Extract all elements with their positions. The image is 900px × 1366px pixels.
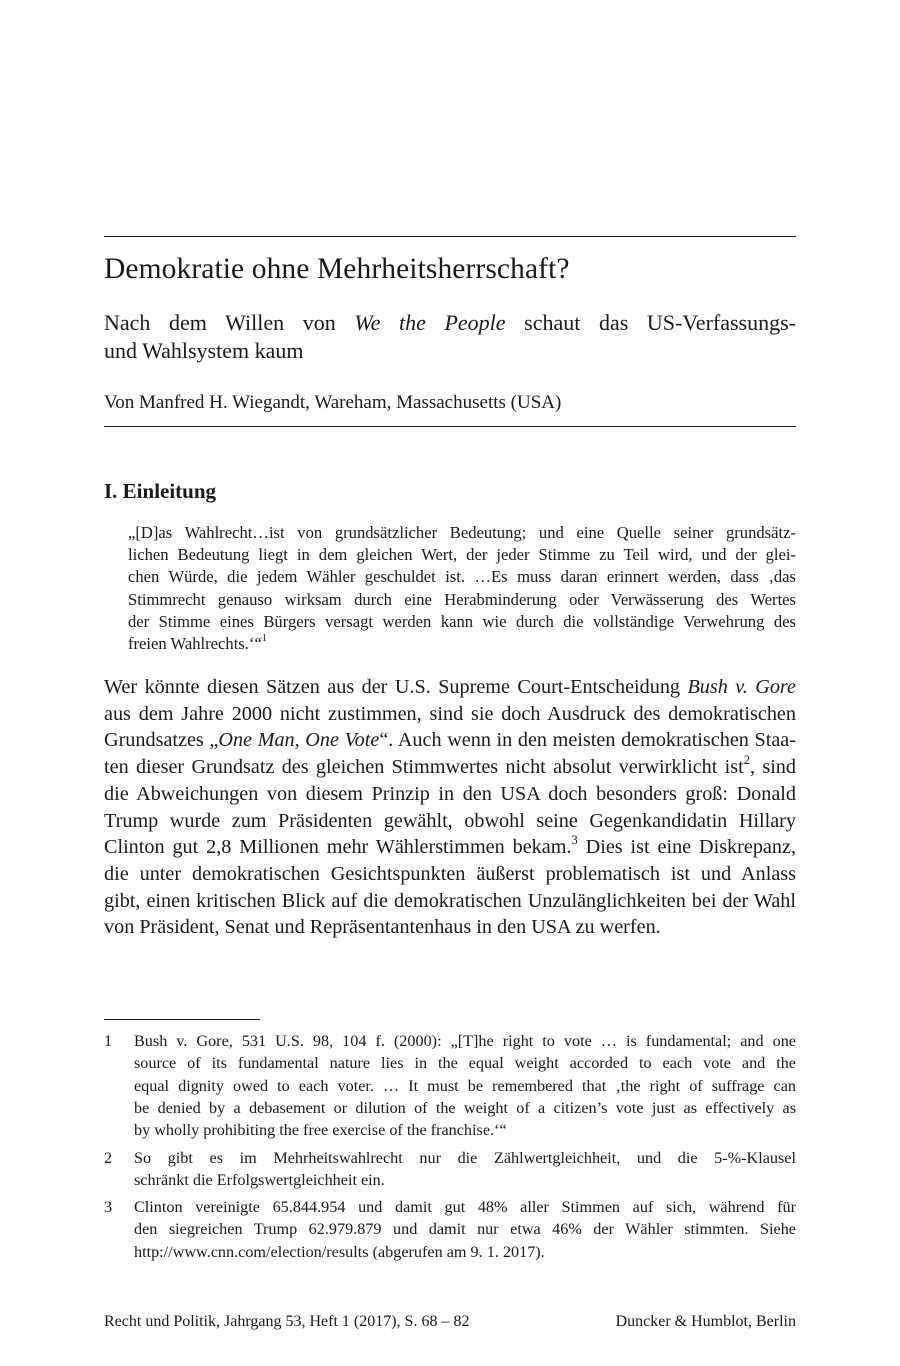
- body-line: gibt, einen kritischen Blick auf die demokratischen Unzulänglichkeiten bei der Wahl: [104, 889, 796, 912]
- body-line: die Abweichungen von diesem Prinzip in den USA doch besonders groß: Donald: [104, 782, 796, 805]
- body-line: Wer könnte diesen Sätzen aus der U.S. Supreme Court-Entscheidung Bush v. Gore: [104, 676, 796, 698]
- article-subtitle: [104, 309, 796, 365]
- case-name: Bush v. Gore: [687, 676, 796, 698]
- quote-line: chen Würde, die jedem Wähler geschuldet ist. …Es muss daran erinnert werden, dass ‚das: [128, 567, 796, 587]
- quote-line: lichen Bedeutung liegt in dem gleichen Wert, der jeder Stimme zu Teil wird, und der glei-: [128, 545, 796, 565]
- epigraph-quote: [128, 522, 796, 655]
- body-paragraph: [104, 674, 796, 941]
- article-title: Demokratie ohne Mehrheitsherrschaft?: [104, 253, 570, 285]
- section-heading: I. Einleitung: [104, 479, 217, 503]
- footnote-separator: [104, 1019, 260, 1020]
- body-line: ten dieser Grundsatz des gleichen Stimmwertes nicht absolut verwirklicht ist$^2$, sind: [104, 753, 796, 779]
- footnote-ref-1[interactable]: 1: [261, 633, 267, 645]
- footnote-3: [104, 1196, 796, 1263]
- footnote-link-line[interactable]: http://www.cnn.com/election/results (abgerufen am 9. 1. 2017).: [134, 1242, 545, 1261]
- journal-citation: Recht und Politik, Jahrgang 53, Heft 1 (2017), S. 68 – 82: [104, 1313, 470, 1330]
- footnote-1: [104, 1030, 796, 1141]
- publisher-name: Duncker & Humblot, Berlin: [615, 1313, 796, 1330]
- principle-phrase: One Man, One Vote: [218, 729, 380, 752]
- footnote-number: 2: [104, 1149, 113, 1167]
- footnote-line: den siegreichen Trump 62.979.879 und damit nur etwa 46% der Wähler stimmten. Siehe: [134, 1220, 796, 1239]
- footnote-line: by wholly prohibiting the free exercise of the franchise.‘“: [134, 1121, 507, 1140]
- subtitle-line-1: Nach dem Willen von We the People schaut das US-Verfassungs-: [104, 310, 797, 335]
- footnote-line: Clinton vereinigte 65.844.954 und damit gut 48% aller Stimmen auf sich, während für: [134, 1198, 796, 1216]
- header-bottom-rule: [104, 426, 796, 427]
- quote-line: „[D]as Wahlrecht…ist von grundsätzlicher Bedeutung; und eine Quelle seiner grundsätz-: [128, 523, 796, 542]
- footnote-ref-2[interactable]: 2: [743, 753, 750, 768]
- quote-line-last: freien Wahlrechts.‘“$^1$: [128, 633, 267, 654]
- body-line: von Präsident, Senat und Repräsentantenhaus in den USA zu werfen.: [104, 916, 661, 939]
- footnote-text: [134, 1147, 796, 1192]
- footnote-line: source of its fundamental nature lies in the equal weight accorded to each vote and the: [134, 1054, 796, 1073]
- footnote-number: 1: [104, 1032, 113, 1050]
- body-line: Clinton gut 2,8 Millionen mehr Wählerstimmen bekam.$^3$ Dies ist eine Diskrepanz,: [104, 833, 796, 859]
- footnote-2: [104, 1147, 796, 1192]
- subtitle-line-2: und Wahlsystem kaum: [104, 338, 304, 363]
- body-line: die unter demokratischen Gesichtspunkten äußerst problematisch ist und Anlass: [104, 862, 796, 885]
- footnote-line: Bush v. Gore, 531 U.S. 98, 104 f. (2000): „[T]he right to vote … is fundamental; and one: [134, 1032, 796, 1050]
- quote-line: der Stimme eines Bürgers versagt werden kann wie durch die vollständige Verwehrung des: [128, 611, 796, 631]
- footnote-text: [134, 1196, 796, 1263]
- footnote-line: schränkt die Erfolgswertgleichheit ein.: [134, 1171, 385, 1190]
- quote-line: Stimmrecht genauso wirksam durch eine Herabminderung oder Verwässerung des Wertes: [128, 589, 796, 609]
- footnote-line: So gibt es im Mehrheitswahlrecht nur die Zählwertgleichheit, und die 5-%-Klausel: [134, 1149, 796, 1167]
- subtitle-italic-phrase: We the People: [354, 310, 506, 335]
- footnote-text: [134, 1030, 796, 1141]
- footnote-line: equal dignity owed to each voter. … It must be remembered that ‚the right of suffrage can: [134, 1076, 796, 1095]
- footnote-line: be denied by a debasement or dilution of the weight of a citizen’s vote just as effectively as: [134, 1098, 796, 1117]
- body-line: aus dem Jahre 2000 nicht zustimmen, sind sie doch Ausdruck des demokratischen: [104, 702, 796, 725]
- header-top-rule: [104, 236, 796, 237]
- author-line: Von Manfred H. Wiegandt, Wareham, Massachusetts (USA): [104, 392, 562, 413]
- body-line: Trump wurde zum Präsidenten gewählt, obwohl seine Gegenkandidatin Hillary: [104, 809, 796, 832]
- footnote-ref-3[interactable]: 3: [571, 833, 578, 848]
- footnote-number: 3: [104, 1198, 113, 1216]
- body-line: Grundsatzes „One Man, One Vote“. Auch wenn in den meisten demokratischen Staa-: [104, 729, 796, 752]
